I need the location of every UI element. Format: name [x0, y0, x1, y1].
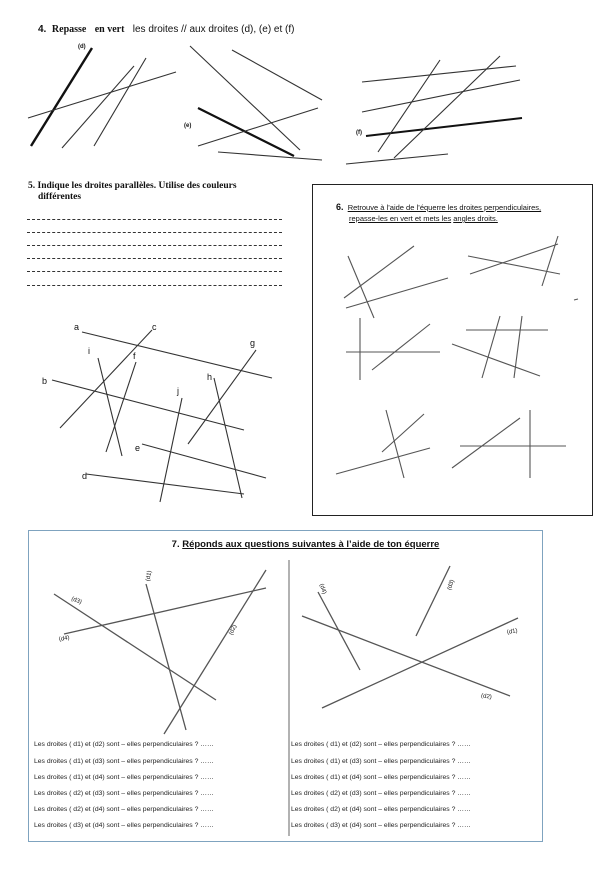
ex7-left-label-d2: (d2) [228, 623, 239, 637]
ex4-line [394, 56, 500, 158]
ex4-line [190, 46, 300, 150]
ex4-label-e: (e) [184, 123, 192, 129]
question-right: Les droites ( d2) et (d3) sont – elles perpendiculaires ? …… [291, 790, 471, 797]
ex6-line [348, 256, 374, 318]
ex7-right-line-d2 [302, 616, 510, 696]
ex4-line [362, 66, 516, 82]
ex5-line-g [188, 350, 256, 444]
ex5-label-j: j [177, 386, 179, 396]
question-right: Les droites ( d1) et (d2) sont – elles perpendiculaires ? …… [291, 741, 471, 748]
ex6-line [452, 418, 520, 468]
question-left: Les droites ( d2) et (d3) sont – elles perpendiculaires ? …… [34, 790, 214, 797]
question-right: Les droites ( d1) et (d4) sont – elles perpendiculaires ? …… [291, 774, 471, 781]
ex5-line-c [60, 330, 152, 428]
ex4-line [232, 50, 322, 100]
ex7-right-line-d1 [322, 618, 518, 708]
ex6-line [542, 236, 558, 286]
exercise-7-title-text: Réponds aux questions suivantes à l’aide de ton équerre [182, 539, 440, 550]
ex5-line-h [214, 378, 242, 498]
ex7-left-line-d3 [54, 594, 216, 700]
question-right: Les droites ( d1) et (d3) sont – elles perpendiculaires ? …… [291, 758, 471, 765]
ex4-line-d [31, 48, 92, 146]
ex6-line [386, 410, 404, 478]
ex5-label-d: d [82, 471, 88, 481]
ex7-left-line-d2 [164, 570, 266, 734]
question-left: Les droites ( d1) et (d4) sont – elles perpendiculaires ? …… [34, 774, 214, 781]
exercise-4-instruction: les droites // aux droites (d), (e) et (f) [132, 24, 295, 35]
ex5-line-a [82, 332, 272, 378]
ex7-right-label-d3: (d3) [446, 578, 456, 592]
ex7-right-line-d4 [318, 592, 360, 670]
ex5-label-h: h [207, 372, 213, 382]
exercise-7-number: 7. [171, 539, 180, 550]
question-left: Les droites ( d1) et (d2) sont – elles perpendiculaires ? …… [34, 741, 214, 748]
ex4-line [378, 60, 440, 152]
ex7-left-line-d4 [64, 588, 266, 637]
question-right: Les droites ( d3) et (d4) sont – elles perpendiculaires ? …… [291, 822, 471, 829]
ex5-label-f: f [133, 351, 136, 361]
exercise-6-number: 6. [336, 202, 344, 212]
ex6-line [482, 316, 500, 378]
ex7-left-label-d1: (d1) [145, 570, 154, 582]
exercise-6-line2a: repasse-les en vert et mets les [349, 214, 452, 223]
ex4-line [218, 152, 322, 160]
exercise-6-line1: Retrouve à l’aide de l’équerre les droites perpendiculaires, [347, 203, 542, 212]
ex7-right-line-d3 [416, 566, 450, 636]
ex7-left-label-d4: (d4) [58, 635, 71, 643]
ex6-line [336, 448, 430, 474]
exercise-6-line2b: angles droits. [453, 214, 498, 223]
ex6-line [346, 278, 448, 308]
question-right: Les droites ( d2) et (d4) sont – elles perpendiculaires ? …… [291, 806, 471, 813]
question-left: Les droites ( d2) et (d4) sont – elles perpendiculaires ? …… [34, 806, 214, 813]
ex4-line-f [366, 118, 522, 136]
exercise-5-line1: 5. Indique les droites parallèles. Utilise des couleurs [28, 181, 237, 191]
ex4-line [28, 72, 176, 118]
exercise-4-word-repasse: Repasse [51, 24, 87, 35]
exercise-5-line2: différentes [38, 192, 82, 202]
ex7-left-label-d3: (d3) [70, 596, 83, 606]
question-left: Les droites ( d1) et (d3) sont – elles perpendiculaires ? …… [34, 758, 214, 765]
ex6-tick [574, 299, 578, 300]
ex4-label-f: (f) [356, 130, 362, 136]
ex5-label-a: a [74, 322, 80, 332]
ex6-line [452, 344, 540, 376]
exercise-4-number: 4. [38, 24, 47, 35]
ex5-label-e: e [135, 443, 141, 453]
ex7-right-label-d2: (d2) [480, 693, 493, 701]
ex6-line [372, 324, 430, 370]
ex4-line [198, 108, 318, 146]
exercise-4-word-en-vert: en vert [94, 24, 125, 35]
ex5-line-b [52, 380, 244, 430]
ex5-label-g: g [250, 338, 256, 348]
ex5-label-c: c [152, 322, 157, 332]
ex5-label-i: i [88, 346, 90, 356]
ex4-label-d: (d) [78, 44, 86, 50]
question-left: Les droites ( d3) et (d4) sont – elles perpendiculaires ? …… [34, 822, 214, 829]
ex5-label-b: b [42, 376, 48, 386]
ex5-line-e [142, 444, 266, 478]
ex7-right-label-d1: (d1) [506, 628, 519, 636]
ex7-right-label-d4: (d4) [317, 582, 327, 596]
ex4-line [362, 80, 520, 112]
ex4-line-e [198, 108, 294, 156]
